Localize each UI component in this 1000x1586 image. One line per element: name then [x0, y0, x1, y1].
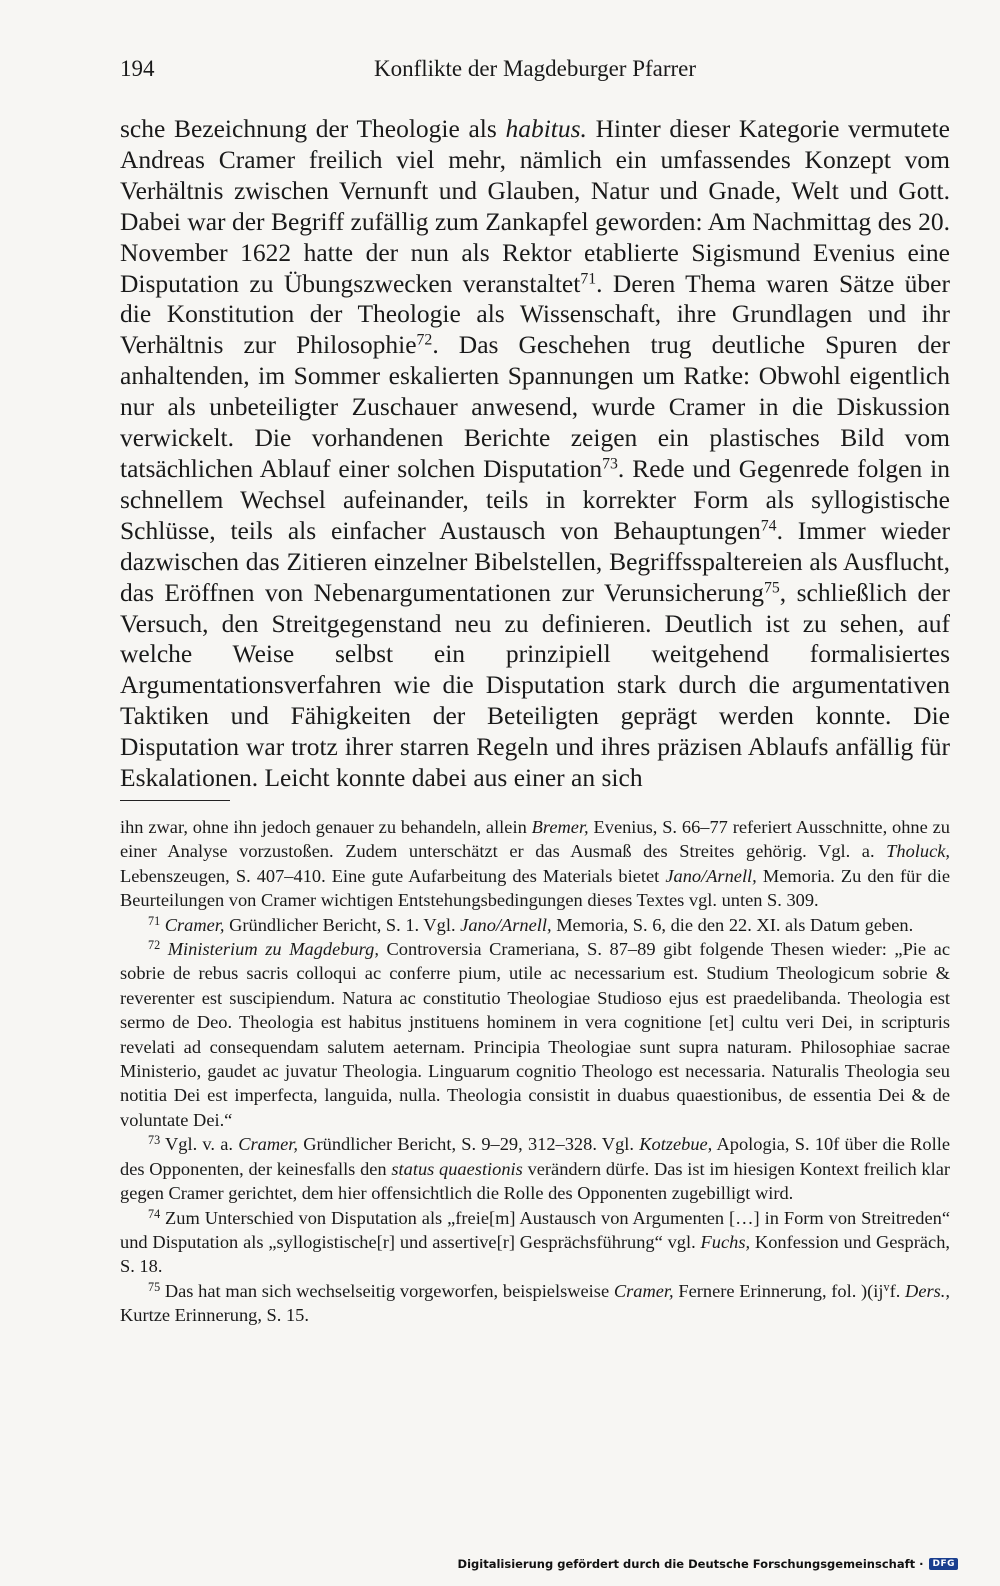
footnote-71: [120, 913, 950, 937]
author-name: Kotzebue,: [639, 1134, 713, 1155]
footnote-text: Controversia Crameriana, S. 87–89 gibt folgende Thesen wieder: „Pie ac sobrie de rebus sacris colloqui ac conferre pium, utile ac necessarium est. Studium Theologicum sobrie & reverenter est suscipiendum. Natura ac constitutio Theologiae Studioso ejus est praedelibanda. Theologia est sermo de Deo. Theologia est habitus jnstituens hominem in vera cognitione [et] cultu veri Dei, in scripturis revelati ad consequendam salutem aeternam. Principia Theologiae sunt supra naturam. Philosophiae sacrae Ministerio, gaudet ac juvatur Theologia. Linguarum cognitio Theologo est necessaria. Naturalis Theologia seu notitia Dei est imperfecta, languida, nulla. Theologia consistit in duabus quaestionibus, de essentia Dei & de voluntate Dei.“: [120, 939, 950, 1130]
footnote-number: 71: [148, 913, 161, 928]
folio-superscript: v: [883, 1279, 890, 1294]
author-name: Cramer,: [613, 1280, 674, 1301]
author-name: Cramer,: [238, 1134, 299, 1155]
footnote-text: f.: [889, 1280, 906, 1301]
body-paragraph: [120, 114, 950, 794]
footnote-number: 74: [148, 1206, 161, 1221]
footnote-text: Das hat man sich wechselseitig vorgeworfen, beispielsweise: [160, 1280, 614, 1301]
footnote-text: Zum Unterschied von Disputation als „freie[m] Austausch von Argumenten […] in Form von Streitreden“ und Disputation als „syllogistische[r] und assertive[r] Gesprächsführung“ vgl.: [120, 1207, 950, 1252]
footnote-reference[interactable]: 73: [602, 455, 618, 473]
footnote-number: 73: [148, 1133, 161, 1148]
footnote-reference[interactable]: 72: [416, 331, 433, 349]
author-name: Jano/Arnell,: [665, 865, 757, 886]
footnote-divider: [120, 800, 230, 801]
author-name: Tholuck,: [886, 841, 950, 862]
footnote-text: Memoria, S. 6, die den 22. XI. als Datum geben.: [551, 914, 914, 935]
footnote-text: Kurtze Erinnerung, S. 15.: [120, 1305, 309, 1326]
funding-credit: [458, 1554, 958, 1574]
body-text-run: . Immer wieder dazwischen das Zitieren einzelner Bibelstellen, Begriffsspaltereien als Ausflucht, das Eröffnen von Nebenargumentationen zur Verunsicherung: [120, 515, 950, 607]
body-text-run: Hinter dieser Kategorie vermutete Andreas Cramer freilich viel mehr, nämlich ein umfassendes Konzept vom Verhältnis zwischen Vernunft und Glauben, Natur und Gnade, Welt und Gott. Dabei war der Begriff zufällig zum Zankapfel geworden: Am Nachmittag des 20. November 1622 hatte der nun als Rektor etablierte Sigismund Evenius eine Disputation zu Übungszwecken veranstaltet: [120, 114, 951, 298]
footnote-text: Gründlicher Bericht, S. 1. Vgl.: [224, 914, 461, 935]
footnote-text: verändern dürfe. Das ist im hiesigen Kontext freilich klar gegen Cramer gerichtet, dem hier offensichtlich die Rolle des Opponenten zugebilligt wird.: [120, 1158, 950, 1204]
footnote-text: Gründlicher Bericht, S. 9–29, 312–328. Vgl.: [298, 1134, 640, 1155]
footnote-text: Konfession und Gespräch, S. 18.: [120, 1231, 950, 1277]
dfg-logo-icon: DFG: [929, 1558, 958, 1570]
page-number: 194: [120, 56, 155, 81]
author-name: Bremer,: [531, 817, 589, 837]
footnote-text: Memoria. Zu den für die Beurteilungen von Cramer wichtigen Entstehungsbedingungen dieses Textes vgl. unten S. 309.: [120, 865, 950, 911]
footnote-75: [120, 1279, 950, 1328]
footnote-number: 75: [148, 1279, 161, 1294]
author-name: Fuchs,: [700, 1231, 751, 1252]
footnote-text: Evenius, S. 66–77 referiert Ausschnitte, ohne zu einer Analyse vorzustoßen. Zudem unterschätzt er das Ausmaß des Streites gehörig. Vgl. a.: [120, 817, 951, 862]
footnote-73: [120, 1132, 950, 1205]
footnote-text: Lebenszeugen, S. 407–410. Eine gute Aufarbeitung des Materials bietet: [120, 865, 666, 886]
running-head: [120, 56, 950, 88]
body-text-run: . Das Geschehen trug deutliche Spuren der anhaltenden, im Sommer eskalierten Spannungen um Ratke: Obwohl eigentlich nur als unbeteiligter Zuschauer anwesend, wurde Cramer in die Diskussion verwickelt. Die vorhandenen Berichte zeigen ein plastisches Bild vom tatsächlichen Ablauf einer solchen Disputation: [120, 330, 950, 483]
footnote-reference[interactable]: 75: [764, 578, 780, 596]
author-name: Ders.,: [905, 1280, 950, 1301]
footnote-74: [120, 1206, 950, 1279]
body-text-run: . Rede und Gegenrede folgen in schnellem Wechsel aufeinander, teils in korrekter Form als syllogistische Schlüsse, teils als einfacher Austausch von Behauptungen: [120, 453, 951, 545]
footnote-reference[interactable]: 71: [580, 269, 597, 287]
author-name: Jano/Arnell,: [460, 914, 552, 935]
footnotes: [120, 815, 950, 1328]
footnote-text: Vgl. v. a.: [160, 1134, 239, 1155]
body-text-run: . Deren Thema waren Sätze über die Konstitution der Theologie als Wissenschaft, ihre Grundlagen und ihr Verhältnis zur Philosophie: [120, 268, 950, 360]
footnote-text: ihn zwar, ohne ihn jedoch genauer zu behandeln, allein: [120, 817, 532, 837]
footnote-continuation: [120, 815, 950, 913]
body-text-run: , schließlich der Versuch, den Streitgegenstand neu zu definieren. Deutlich ist zu sehen, auf welche Weise selbst ein prinzipiell weitgehend formalisiertes Argumentationsverfahren wie die Disputation stark durch die argumentativen Taktiken und Fähigkeiten der Beteiligten geprägt werden konnte. Die Disputation war trotz ihrer starren Regeln und ihres präzisen Ablaufs anfällig für Eskalationen. Leicht konnte dabei aus einer an sich: [120, 577, 951, 793]
author-name: Cramer,: [164, 914, 225, 935]
italic-term: habitus.: [505, 114, 587, 143]
author-name: Ministerium zu Magdeburg,: [167, 939, 379, 960]
funding-credit-text: Digitalisierung gefördert durch die Deutsche Forschungsgemeinschaft ·: [457, 1557, 924, 1571]
footnote-text: Fernere Erinnerung, fol. )(ij: [673, 1280, 884, 1301]
latin-term: status quaestionis: [391, 1158, 523, 1179]
body-text-run: sche Bezeichnung der Theologie als: [120, 114, 506, 143]
footnote-number: 72: [148, 937, 161, 952]
footnote-reference[interactable]: 74: [760, 517, 777, 535]
body-text: [120, 114, 950, 794]
footnote-text: Apologia, S. 10f über die Rolle des Opponenten, der keinesfalls den: [120, 1134, 950, 1179]
footnote-72: [120, 937, 950, 1132]
running-title: Konflikte der Magdeburger Pfarrer: [373, 56, 697, 81]
